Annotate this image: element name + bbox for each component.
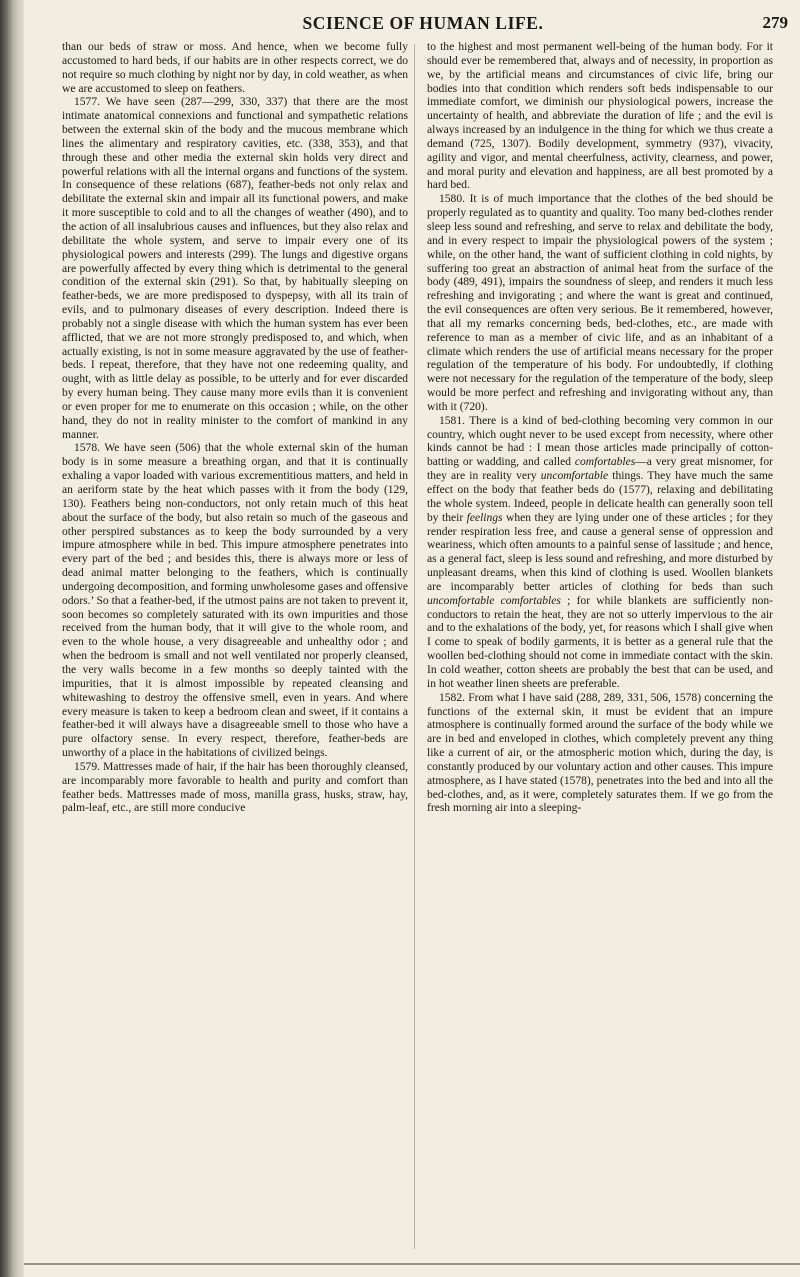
page-bottom-edge [24, 1263, 800, 1265]
paragraph: 1581. There is a kind of bed-clothing becoming very common in our country, which ought never to be used except from necessity, where other kinds cannot be had : I mean those articles made principally of cotton-batting or wadding, and called comfortables—a very great misnomer, for they are in reality very uncomfortable things. They have much the same effect on the body that feather beds do (1577), relaxing and debilitating the whole system. Indeed, people in delicate health can generally soon tell by their feelings when they are lying under one of these articles ; for they render respiration less free, and cause a general sense of oppression and weariness, which often amounts to a painful sense of lassitude ; and hence, as a general fact, sleep is less sound and refreshing, and more disturbed by unpleasant dreams, when this kind of clothing is used. Woollen blankets are incomparably better articles of clothing for beds than such uncomfortable comfortables ; for while blankets are sufficiently non-conductors to retain the heat, they are not so utterly impervious to the air and to the exhalations of the body, yet, for reasons which I shall give when I come to speak of bodily garments, it is better as a general rule that the woollen bed-clothing should not come in immediate contact with the skin. In cold weather, cotton sheets are probably the best that can be used, and in hot weather linen sheets are preferable. [427, 414, 773, 690]
paragraph: 1578. We have seen (506) that the whole external skin of the human body is in some measure a breathing organ, and that it is continually exhaling a vapor loaded with various excrementitious matters, and held in an aeriform state by the heat which passes with it from the body (129, 130). Feathers being non-conductors, not only retain much of this heat about the surface of the body, but also retain so much of the gaseous and other perspired substances as to keep the body surrounded by a very impure atmosphere while in bed. This impure atmosphere penetrates into every part of the bed ; and besides this, there is always more or less of dead animal matter belonging to the feathers, which is continually undergoing decomposition, and forming unwholesome gases and offensive odors.’ So that a feather-bed, if the utmost pains are not taken to prevent it, soon becomes so completely saturated with its own impurities and those received from the human body, that it will give to the whole room, and even to the whole house, a very disagreeable and unhealthy odor ; and when the bedroom is small and not well ventilated nor properly cleansed, the very walls become in a few months so deeply tainted with the impurities, that it is almost impossible by repeated cleansing and whitewashing to destroy the offensive smell, even in years. And where every measure is taken to keep a bedroom clean and sweet, if it contains a feather-bed it will always have a disagreeable smell to those who have a pure olfactory sense. In every respect, therefore, feather-beds are unworthy of a place in the habitations of civilized beings. [62, 442, 408, 760]
paragraph: than our beds of straw or moss. And hence, when we become fully accustomed to hard beds, if our habits are in other respects correct, we do not require so much clothing by night nor by day, in cold weather, as when we are accustomed to sleep on feathers. [62, 41, 408, 95]
column-divider [414, 44, 415, 1249]
paragraph: 1582. From what I have said (288, 289, 331, 506, 1578) concerning the functions of the external skin, it must be evident that an impure atmosphere is continually formed around the surface of the body while we are in bed and enveloped in clothes, which completely prevent any thing like a current of air, or the atmospheric motion which, during the day, is constantly produced by our voluntary action and other causes. This impure atmosphere, as I have stated (1578), penetrates into the bed and into all the bed-clothes, and, as it were, completely saturates them. If we go from the fresh morning air into a sleeping- [427, 691, 773, 815]
page-number: 279 [762, 13, 788, 32]
book-page [24, 0, 800, 1277]
paragraph: 1579. Mattresses made of hair, if the hair has been thoroughly cleansed, are incomparably more favorable to health and purity and comfort than feather beds. Mattresses made of moss, manilla grass, husks, straw, hay, palm-leaf, etc., are still more conducive [62, 760, 408, 815]
left-column [62, 41, 408, 1256]
paragraph: 1577. We have seen (287—299, 330, 337) that there are the most intimate anatomical connexions and functional and sympathetic relations between the external skin of the body and the mucous membrane which lines the alimentary and respiratory cavities, etc. (338, 353), and that through these and other media the external skin holds very direct and powerful relations with all the internal organs and functions of the system. In consequence of these relations (687), feather-beds not only relax and debilitate the external skin and impair all its functional powers, and make it more susceptible to cold and to all the changes of weather (490), and to the action of all insalubrious causes and influences, but they also relax and debilitate the whole system, and serve to impair every one of its physiological powers and interests (299). The lungs and digestive organs are powerfully affected by every thing which is detrimental to the general condition of the external skin (291). So that, by habitually sleeping on feather-beds, we are more predisposed to dyspepsy, with all its train of evils, and to pulmonary diseases of every description. Indeed there is probably not a single disease with which the human system has ever been afflicted, that we are not more strongly predisposed to, and which, when actually existing, is not in some measure aggravated by the use of feather-beds. I repeat, therefore, that they have not one redeeming quality, and ought, with as little delay as possible, to be utterly and for ever discarded by every human being. They cause many more evils than it is convenient or even proper for me to enumerate on this occasion ; while, on the other hand, they do not in reality minister to the comfort of mankind in any manner. [62, 96, 408, 441]
page-title: SCIENCE OF HUMAN LIFE. [302, 13, 544, 33]
right-column [427, 41, 773, 1256]
paragraph: to the highest and most permanent well-being of the human body. For it should ever be remembered that, always and of necessity, in proportion as we, by the artificial means and circumstances of civic life, bring our bodies into that condition which renders soft beds indispensable to our immediate comfort, we diminish our physiological powers, increase the uncertainty of health, and abbreviate the duration of life ; and the evil is always increased by an indulgence in the thing for which we thus create a demand (725, 1307). Bodily development, symmetry (937), vivacity, agility and vigor, and mental cheerfulness, activity, clearness, and power, and moral purity and elevation and happiness, are all best promoted by a hard bed. [427, 41, 773, 192]
book-spine-shadow [0, 0, 24, 1277]
paragraph: 1580. It is of much importance that the clothes of the bed should be properly regulated as to quantity and quality. Too many bed-clothes render sleep less sound and refreshing, and serve to relax and debilitate the body, and in every respect to impair the physiological powers of the system ; while, on the other hand, the want of sufficient clothing in cold nights, by suffering too great an abstraction of animal heat from the surface of the body (489, 491), impairs the soundness of sleep, and renders it much less refreshing and invigorating ; and where the want is great and continued, the evil consequences are often very serious. Be it remembered, however, that all my remarks concerning beds, bed-clothes, etc., are made with reference to man as a member of civic life, and as an inhabitant of a climate which renders the use of artificial means necessary for the proper regulation of the temperature of his body. For undoubtedly, if clothing were not necessary for the regulation of the temperature of the body, sleep would be more perfect and refreshing and invigorating without any, than with it (720). [427, 193, 773, 413]
running-head [58, 13, 788, 39]
